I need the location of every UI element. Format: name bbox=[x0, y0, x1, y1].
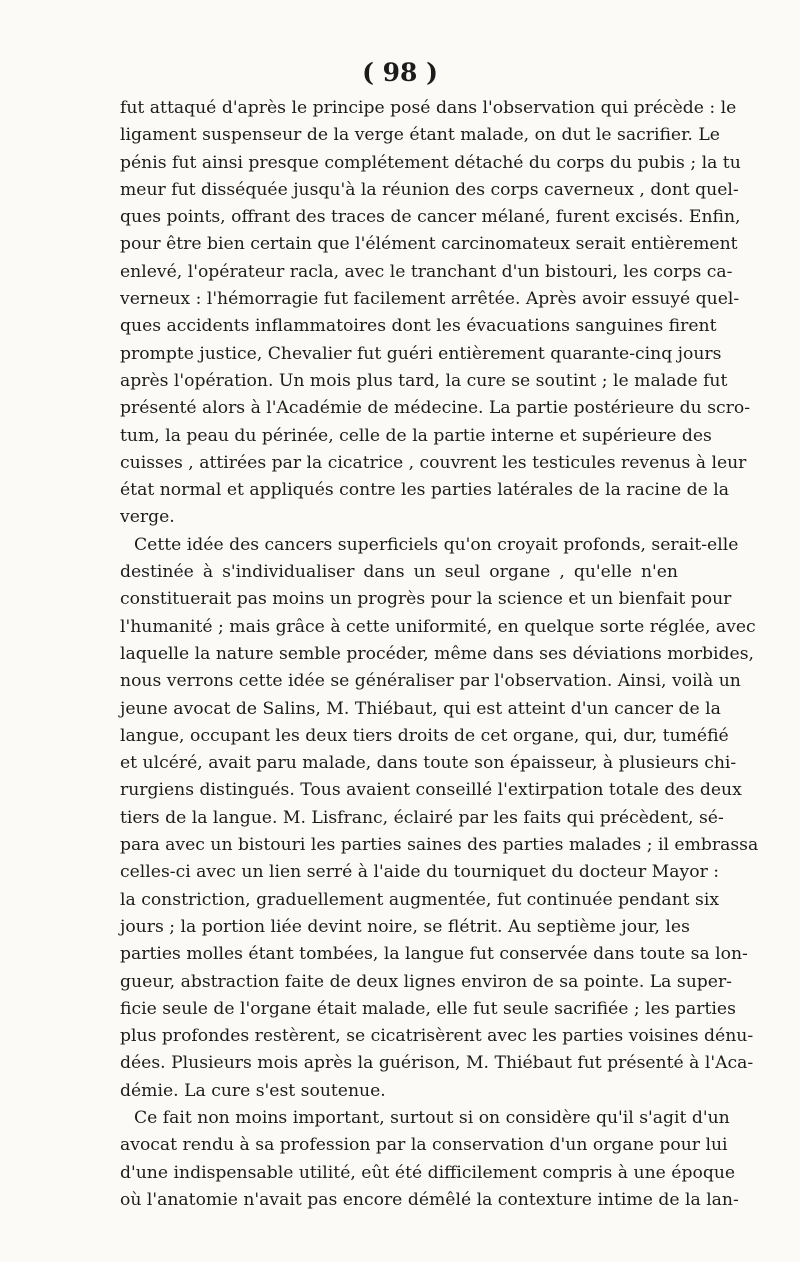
text-line: d'une indispensable utilité, eût été difficilement compris à une époque bbox=[120, 1162, 736, 1183]
text-line: la constriction, graduellement augmentée, fut continuée pendant six bbox=[120, 889, 720, 910]
text-line: et ulcéré, avait paru malade, dans toute son épaisseur, à plusieurs chi- bbox=[120, 753, 737, 774]
paragraph-1 bbox=[120, 95, 751, 532]
text-line: jeune avocat de Salins, M. Thiébaut, qui est atteint d'un cancer de la bbox=[120, 698, 721, 719]
text-line: verge. bbox=[120, 507, 175, 528]
text-line: fut attaqué d'après le principe posé dans l'observation qui précède : le bbox=[120, 98, 737, 118]
text-line: langue, occupant les deux tiers droits de cet organe, qui, dur, tuméfié bbox=[120, 725, 729, 746]
text-line: tiers de la langue. M. Lisfranc, éclairé par les faits qui précèdent, sé- bbox=[120, 807, 724, 828]
text-line: ligament suspenseur de la verge étant malade, on dut le sacrifier. Le bbox=[120, 125, 720, 146]
paragraph-3 bbox=[120, 1105, 739, 1214]
text-line: jours ; la portion liée devint noire, se flétrit. Au septième jour, les bbox=[120, 916, 690, 937]
text-line: Cette idée des cancers superficiels qu'on croyait profonds, serait-elle bbox=[134, 534, 739, 555]
text-line: présenté alors à l'Académie de médecine. La partie postérieure du scro- bbox=[120, 398, 751, 419]
text-line: meur fut disséquée jusqu'à la réunion des corps caverneux , dont quel- bbox=[120, 179, 739, 200]
text-line: pénis fut ainsi presque complétement détaché du corps du pubis ; la tu bbox=[120, 152, 741, 173]
text-line: celles-ci avec un lien serré à l'aide du tourniquet du docteur Mayor : bbox=[120, 862, 720, 883]
text-line: ficie seule de l'organe était malade, elle fut seule sacrifiée ; les parties bbox=[120, 998, 736, 1019]
text-line: avocat rendu à sa profession par la conservation d'un organe pour lui bbox=[120, 1135, 728, 1156]
text-line: para avec un bistouri les parties saines des parties malades ; il embrassa bbox=[120, 835, 759, 856]
text-line: rurgiens distingués. Tous avaient conseillé l'extirpation totale des deux bbox=[120, 780, 742, 801]
text-line: plus profondes restèrent, se cicatrisèrent avec les parties voisines dénu- bbox=[120, 1026, 754, 1047]
page-number: ( 98 ) bbox=[362, 58, 438, 87]
text-line: tum, la peau du périnée, celle de la partie interne et supérieure des bbox=[120, 425, 712, 446]
text-line: enlevé, l'opérateur racla, avec le tranchant d'un bistouri, les corps ca- bbox=[120, 261, 733, 282]
text-line: gueur, abstraction faite de deux lignes environ de sa pointe. La super- bbox=[120, 971, 732, 992]
text-line: prompte justice, Chevalier fut guéri entièrement quarante-cinq jours bbox=[120, 343, 722, 364]
text-line: cuisses , attirées par la cicatrice , couvrent les testicules revenus à leur bbox=[120, 452, 747, 473]
text-line: nous verrons cette idée se généraliser par l'observation. Ainsi, voilà un bbox=[120, 671, 741, 692]
body-text bbox=[120, 95, 759, 1214]
text-line: dées. Plusieurs mois après la guérison, M. Thiébaut fut présenté à l'Aca- bbox=[120, 1053, 754, 1074]
text-line: état normal et appliqués contre les parties latérales de la racine de la bbox=[120, 480, 729, 501]
text-line: Ce fait non moins important, surtout si on considère qu'il s'agit d'un bbox=[134, 1107, 730, 1128]
text-line: pour être bien certain que l'élément carcinomateux serait entièrement bbox=[120, 234, 738, 255]
text-line: l'humanité ; mais grâce à cette uniformité, en quelque sorte réglée, avec bbox=[120, 616, 756, 637]
text-line: parties molles étant tombées, la langue fut conservée dans toute sa lon- bbox=[120, 944, 748, 965]
text-line: ques accidents inflammatoires dont les évacuations sanguines firent bbox=[120, 316, 717, 337]
paragraph-2 bbox=[120, 532, 759, 1105]
text-line: destinée à s'individualiser dans un seul organe , qu'elle n'en bbox=[120, 562, 678, 583]
text-line: démie. La cure s'est soutenue. bbox=[120, 1080, 386, 1101]
text-line: où l'anatomie n'avait pas encore démêlé la contexture intime de la lan- bbox=[120, 1189, 739, 1210]
text-line: ques points, offrant des traces de cancer mélané, furent excisés. Enfin, bbox=[120, 207, 741, 228]
text-line: verneux : l'hémorragie fut facilement arrêtée. Après avoir essuyé quel- bbox=[120, 289, 740, 310]
text-line: après l'opération. Un mois plus tard, la cure se soutint ; le malade fut bbox=[120, 370, 728, 391]
text-line: laquelle la nature semble procéder, même dans ses déviations morbides, bbox=[120, 643, 755, 664]
text-line: constituerait pas moins un progrès pour la science et un bienfait pour bbox=[120, 589, 732, 610]
